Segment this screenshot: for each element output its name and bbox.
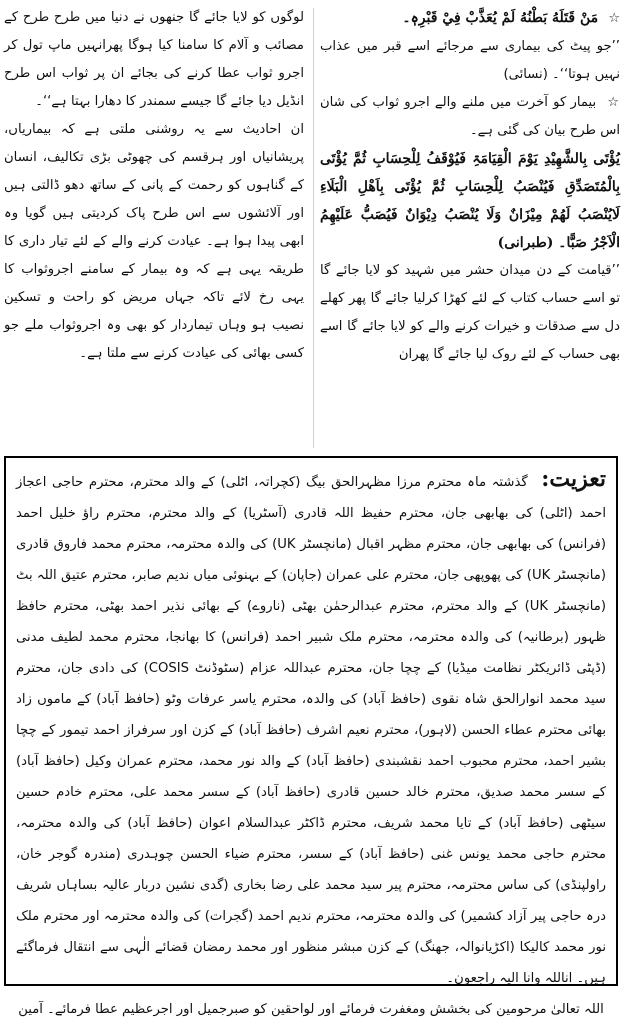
star-icon: ☆ — [608, 11, 620, 26]
hadith-1-arabic: مَنْ قَتَلَهُ بَطْنُهُ لَمْ يُعَذَّبْ فِيْ قَبْرِہٖ۔ — [402, 10, 599, 26]
hadith-2-arabic: یُؤْتَی بِالشَّهِیْدِ یَوْمَ الْقِیَامَۃِ فَیُوْقَفُ لِلْحِسَابِ ثُمَّ یُؤْتَی بِالْمُتَصَدِّقِ فَیُنْصَبُ لِلْحِسَابِ ثُمَّ یُؤْتَی بِاَهْلِ الْبَلَاءِ لَایُنْصَبُ لَهُمْ مِیْزَانٌ وَلَا یُنْصَبُ دِیْوَانٌ فَیُصَبُّ عَلَیْهِمُ الْاَجْرُ صَبًّا۔ (طبرانی) — [320, 151, 620, 251]
hadith-2-translation: ’’قیامت کے دن میدان حشر میں شہید کو لایا جائے گا تو اسے حساب کتاب کے لئے کھڑا کرلیا جائے گا پھر کھلے دل سے صدقات و خیرات کرنے والے کو لایا جائے گا اسے بھی حساب کے لئے روک لیا جائے گا پھران — [320, 263, 620, 362]
condolence-title: تعزیت: — [541, 466, 606, 492]
hadith-1-translation: ’’جو پیٹ کی بیماری سے مرجائے اسے قبر میں عذاب نہیں ہوتا‘‘۔ (نسائی) — [320, 39, 620, 82]
article-conclusion: ان احادیث سے یہ روشنی ملتی ہے کہ بیماریاں، پریشانیاں اور ہرقسم کی چھوٹی بڑی تکالیف، انسان کے گناہوں کو رحمت کے پانی کے ساتھ دھو ڈالتی ہیں اور آلائشوں سے اس طرح پاک کردیتی ہیں گویا وہ ابھی پیدا ہوا ہے۔ عیادت کرنے والے کے لئے تیار داری کا طریقہ یہی ہے کہ وہ بیمار کے سامنے اجروثواب کا یہی رخ لائے تاکہ جہاں مریض کو راحت و تسکین نصیب ہو وہاں تیماردار کو بھی وہ اجروثواب ملے جو کسی بھائی کی عیادت کرنے سے ملتا ہے۔ — [4, 122, 304, 361]
condolence-prayer: اللہ تعالیٰ مرحومین کی بخشش ومغفرت فرمائے اور لواحقین کو صبرجمیل اور اجرعظیم عطا فرمائے۔ آمین — [18, 1002, 604, 1017]
hadith-2-intro-text: بیمار کو آخرت میں ملنے والے اجرو ثواب کی شان اس طرح بیان کی گئی ہے۔ — [320, 95, 620, 138]
article-left-column — [4, 4, 304, 368]
star-icon: ☆ — [607, 95, 620, 110]
condolence-body: گذشتہ ماہ محترم مرزا مظہرالحق بیگ (کچراتہ، اٹلی) کے والد محترم، محترم حاجی اعجاز احمد (اٹلی) کی بھابھی جان، محترم حفیظ اللہ قادری (آسٹریا) کے والد محترم، محترم راؤ خلیل احمد (فرانس) کی بھابھی جان، محترم مظہر اقبال (مانچسٹر UK) کی والدہ محترمہ، محترم محمد فاروق قادری (مانچسٹر UK) کی پھوپھی جان، محترم علی عمران (جاپان) کے بہنوئی میاں ندیم صابر، محترم عتیق اللہ بٹ (مانچسٹر UK) کے والد محترم، محترم عبدالرحمٰن بھٹی (ناروے) کے بھائی نذیر احمد بھٹی، محترم حافظ ظہور (برطانیہ) کی والدہ محترمہ، محترم ملک شبیر احمد (فرانس) کا بھانجا، محترم محمد لطیف مدنی (ڈپٹی ڈائریکٹر نظامت میڈیا) کے چچا جان، محترم عبداللہ عزام (سٹوڈنٹ COSIS) کی دادی جان، محترم سید محمد انوارالحق شاہ نقوی (حافظ آباد) کی والدہ، محترم یاسر عرفات وٹو (حافظ آباد) کے ماموں زاد بھائی محترم عطاء الحسن (لاہور)، محترم نعیم اشرف (حافظ آباد) کے کزن اور سرفراز احمد تیمور کے چچا بشیر احمد، محترم محبوب احمد نقشبندی (حافظ آباد) کے والد نور محمد، محترم عمران وکیل (حافظ آباد) کے سسر محمد صدیق، محترم خالد حسین قادری (حافظ آباد) کے سسر محمد علی، محترم خادم حسین سیٹھی (حافظ آباد) کے تایا محمد شریف، محترم ڈاکٹر عبدالسلام اعوان (حافظ آباد) کی والدہ محترمہ، محترم حاجی محمد یونس غنی (حافظ آباد) کے سسر، محترم ضیاء الحسن چوہدری (مندرہ گوجر خان، راولپنڈی) کی ساس محترمہ، محترم پیر سید محمد علی رضا بخاری (گدی نشین دربار عالیہ بساہاں شریف درہ حاجی پیر آزاد کشمیر) کی والدہ محترمہ، محترم ندیم احمد (گجرات) کی والدہ محترمہ اور محترم ملک نور محمد کالیکا (اکڑیانوالہ، جھنگ) کے کزن مبشر منظور اور محمد رمضان قضائے الٰہی سے انتقال فرماگئے ہیں۔ اناللہ وانا الیہ راجعون۔ — [16, 475, 607, 986]
hadith-1 — [320, 4, 620, 33]
condolence-box — [4, 456, 618, 1017]
hadith-2-intro — [320, 89, 620, 145]
hadith-2-translation-continued: لوگوں کو لایا جائے گا جنھوں نے دنیا میں طرح طرح کے مصائب و آلام کا سامنا کیا ہوگا پھرانہیں ماپ تول کر اجرو ثواب عطا کرنے کی بجائے ان پر ثواب اس طرح انڈیل دیا جائے گا جیسے سمندر کا دھارا بہتا ہے‘‘۔ — [4, 10, 304, 109]
article-right-column — [320, 4, 620, 369]
column-divider — [313, 8, 314, 448]
